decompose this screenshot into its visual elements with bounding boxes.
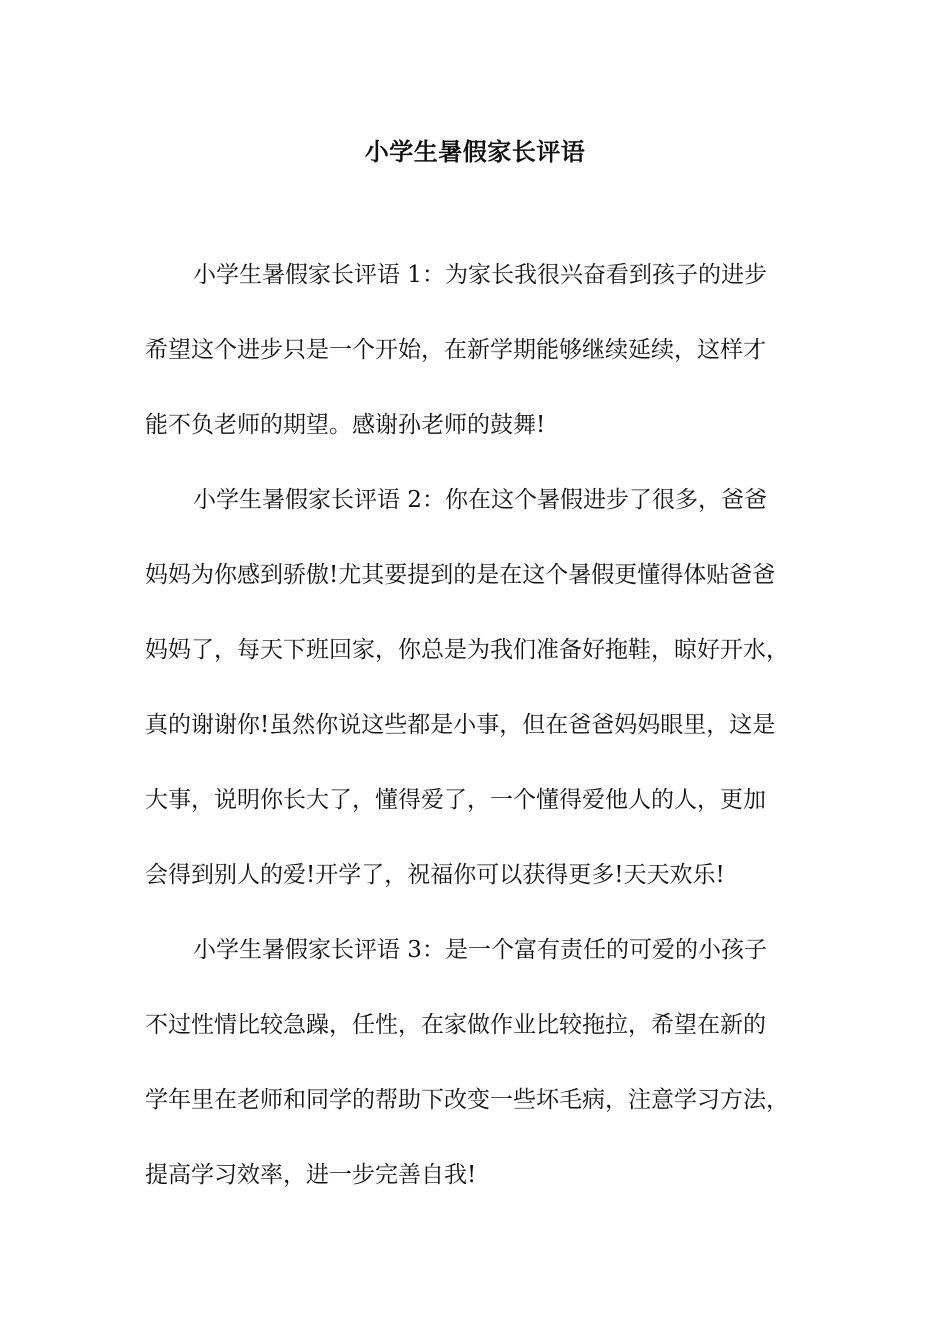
- paragraph-3-line-4: 提高学习效率，进一步完善自我!: [145, 1162, 477, 1188]
- paragraph-2-line-1: 小学生暑假家长评语 2：你在这个暑假进步了很多，爸爸: [193, 487, 767, 513]
- paragraph-1-line-1: 小学生暑假家长评语 1：为家长我很兴奋看到孩子的进步: [193, 262, 767, 288]
- paragraph-1-line-3: 能不负老师的期望。感谢孙老师的鼓舞!: [145, 412, 546, 438]
- paragraph-2-line-4: 真的谢谢你!虽然你说这些都是小事，但在爸爸妈妈眼里，这是: [145, 712, 776, 738]
- paragraph-2-line-6: 会得到别人的爱!开学了，祝福你可以获得更多!天天欢乐!: [145, 862, 725, 888]
- document-title: 小学生暑假家长评语: [364, 137, 586, 166]
- paragraph-3-line-1: 小学生暑假家长评语 3：是一个富有责任的可爱的小孩子: [193, 937, 767, 963]
- paragraph-2-line-5: 大事，说明你长大了，懂得爱了，一个懂得爱他人的人，更加: [145, 787, 766, 813]
- paragraph-2-line-2: 妈妈为你感到骄傲!尤其要提到的是在这个暑假更懂得体贴爸爸: [145, 562, 776, 588]
- paragraph-1-line-2: 希望这个进步只是一个开始，在新学期能够继续延续，这样才: [145, 337, 766, 363]
- paragraph-2-line-3: 妈妈了，每天下班回家，你总是为我们准备好拖鞋，晾好开水，: [145, 637, 789, 663]
- paragraph-3-line-2: 不过性情比较急躁，任性，在家做作业比较拖拉，希望在新的: [145, 1012, 766, 1038]
- paragraph-3-line-3: 学年里在老师和同学的帮助下改变一些坏毛病，注意学习方法，: [145, 1087, 789, 1113]
